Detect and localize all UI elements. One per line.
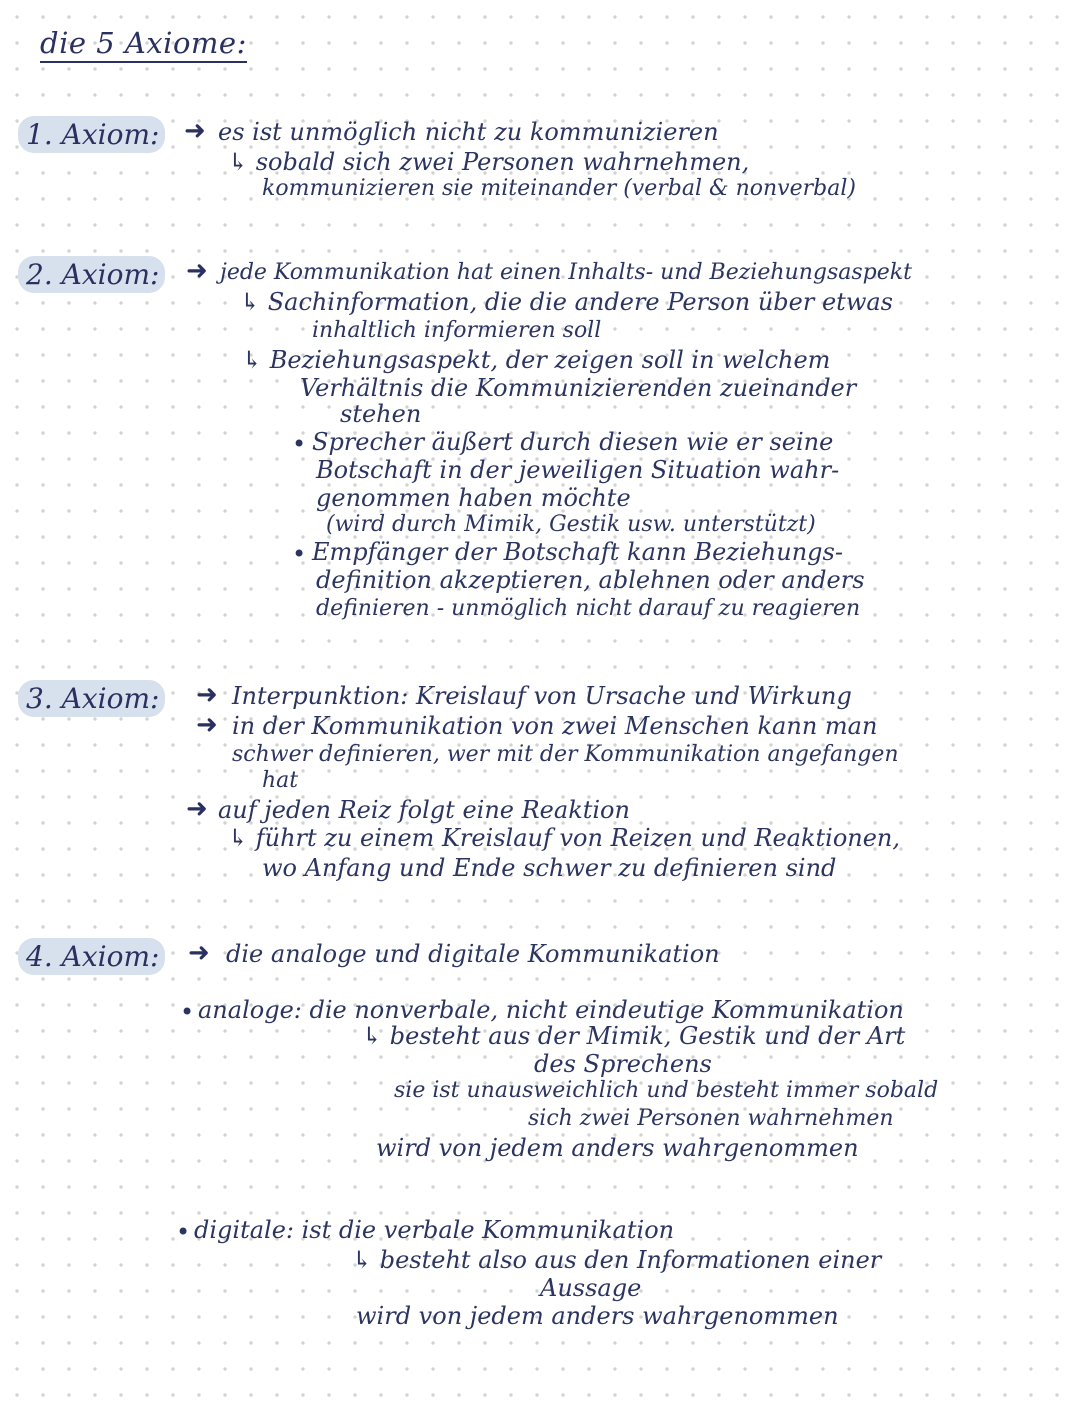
bullet-icon: • xyxy=(180,998,195,1026)
bullet-icon: • xyxy=(292,540,307,568)
axiom-4-line: wird von jedem anders wahrgenommen xyxy=(356,1302,839,1330)
axiom-4-line: digitale: ist die verbale Kommunikation xyxy=(194,1216,675,1244)
axiom-2-line: genommen haben möchte xyxy=(316,484,631,512)
axiom-2-line: Empfänger der Botschaft kann Beziehungs- xyxy=(312,538,843,566)
axiom-3-line: schwer definieren, wer mit der Kommunikation angefangen xyxy=(232,742,899,767)
arrow-icon: ➜ xyxy=(184,116,206,146)
axiom-2-line: inhaltlich informieren soll xyxy=(312,318,602,343)
axiom-3-line: auf jeden Reiz folgt eine Reaktion xyxy=(218,796,630,824)
arrow-icon: ➜ xyxy=(186,794,208,824)
axiom-1-line: ↳ sobald sich zwei Personen wahrnehmen, xyxy=(228,148,750,176)
arrow-icon: ➜ xyxy=(196,680,218,710)
axiom-4-line: Aussage xyxy=(540,1274,642,1302)
axiom-2-label: 2. Axiom: xyxy=(18,256,165,293)
axiom-4-line: ↳ besteht aus der Mimik, Gestik und der Art xyxy=(362,1022,906,1050)
axiom-3-line: Interpunktion: Kreislauf von Ursache und Wirkung xyxy=(232,682,852,710)
axiom-2-line: ↳ Sachinformation, die die andere Person über etwas xyxy=(240,288,893,316)
axiom-3-line: in der Kommunikation von zwei Menschen kann man xyxy=(232,712,878,740)
axiom-4-label: 4. Axiom: xyxy=(18,938,165,975)
axiom-2-line: stehen xyxy=(340,400,422,428)
axiom-4-line: die analoge und digitale Kommunikation xyxy=(226,940,720,968)
arrow-icon: ➜ xyxy=(188,938,210,968)
axiom-4-line: sich zwei Personen wahrnehmen xyxy=(528,1106,894,1131)
axiom-1-label: 1. Axiom: xyxy=(18,116,165,153)
axiom-4-line: wird von jedem anders wahrgenommen xyxy=(376,1134,859,1162)
axiom-3-line: ↳ führt zu einem Kreislauf von Reizen und Reaktionen, xyxy=(228,824,901,852)
axiom-1-line: es ist unmöglich nicht zu kommunizieren xyxy=(218,118,719,146)
axiom-2-line: Verhältnis die Kommunizierenden zueinander xyxy=(300,374,857,402)
axiom-3-line: hat xyxy=(262,768,299,793)
axiom-3-line: wo Anfang und Ende schwer zu definieren sind xyxy=(262,854,837,882)
axiom-2-line: (wird durch Mimik, Gestik usw. unterstützt) xyxy=(326,512,816,537)
axiom-2-line: ↳ Beziehungsaspekt, der zeigen soll in welchem xyxy=(242,346,831,374)
axiom-3-label: 3. Axiom: xyxy=(18,680,165,717)
bullet-icon: • xyxy=(176,1218,191,1246)
axiom-2-line: Sprecher äußert durch diesen wie er seine xyxy=(312,428,834,456)
axiom-1-line: kommunizieren sie miteinander (verbal & nonverbal) xyxy=(262,176,856,201)
axiom-4-line: des Sprechens xyxy=(534,1050,712,1078)
axiom-2-line: definieren - unmöglich nicht darauf zu reagieren xyxy=(316,596,861,621)
axiom-2-line: Botschaft in der jeweiligen Situation wahr- xyxy=(316,456,840,484)
page-title: die 5 Axiome: xyxy=(40,26,247,63)
axiom-4-line: analoge: die nonverbale, nicht eindeutige Kommunikation xyxy=(198,996,904,1024)
axiom-4-line: sie ist unausweichlich und besteht immer sobald xyxy=(394,1078,939,1103)
axiom-4-line: ↳ besteht also aus den Informationen einer xyxy=(352,1246,882,1274)
bullet-icon: • xyxy=(292,430,307,458)
axiom-2-line: jede Kommunikation hat einen Inhalts- und Beziehungsaspekt xyxy=(220,260,912,285)
arrow-icon: ➜ xyxy=(186,256,208,286)
arrow-icon: ➜ xyxy=(196,710,218,740)
axiom-2-line: definition akzeptieren, ablehnen oder anders xyxy=(316,566,865,594)
